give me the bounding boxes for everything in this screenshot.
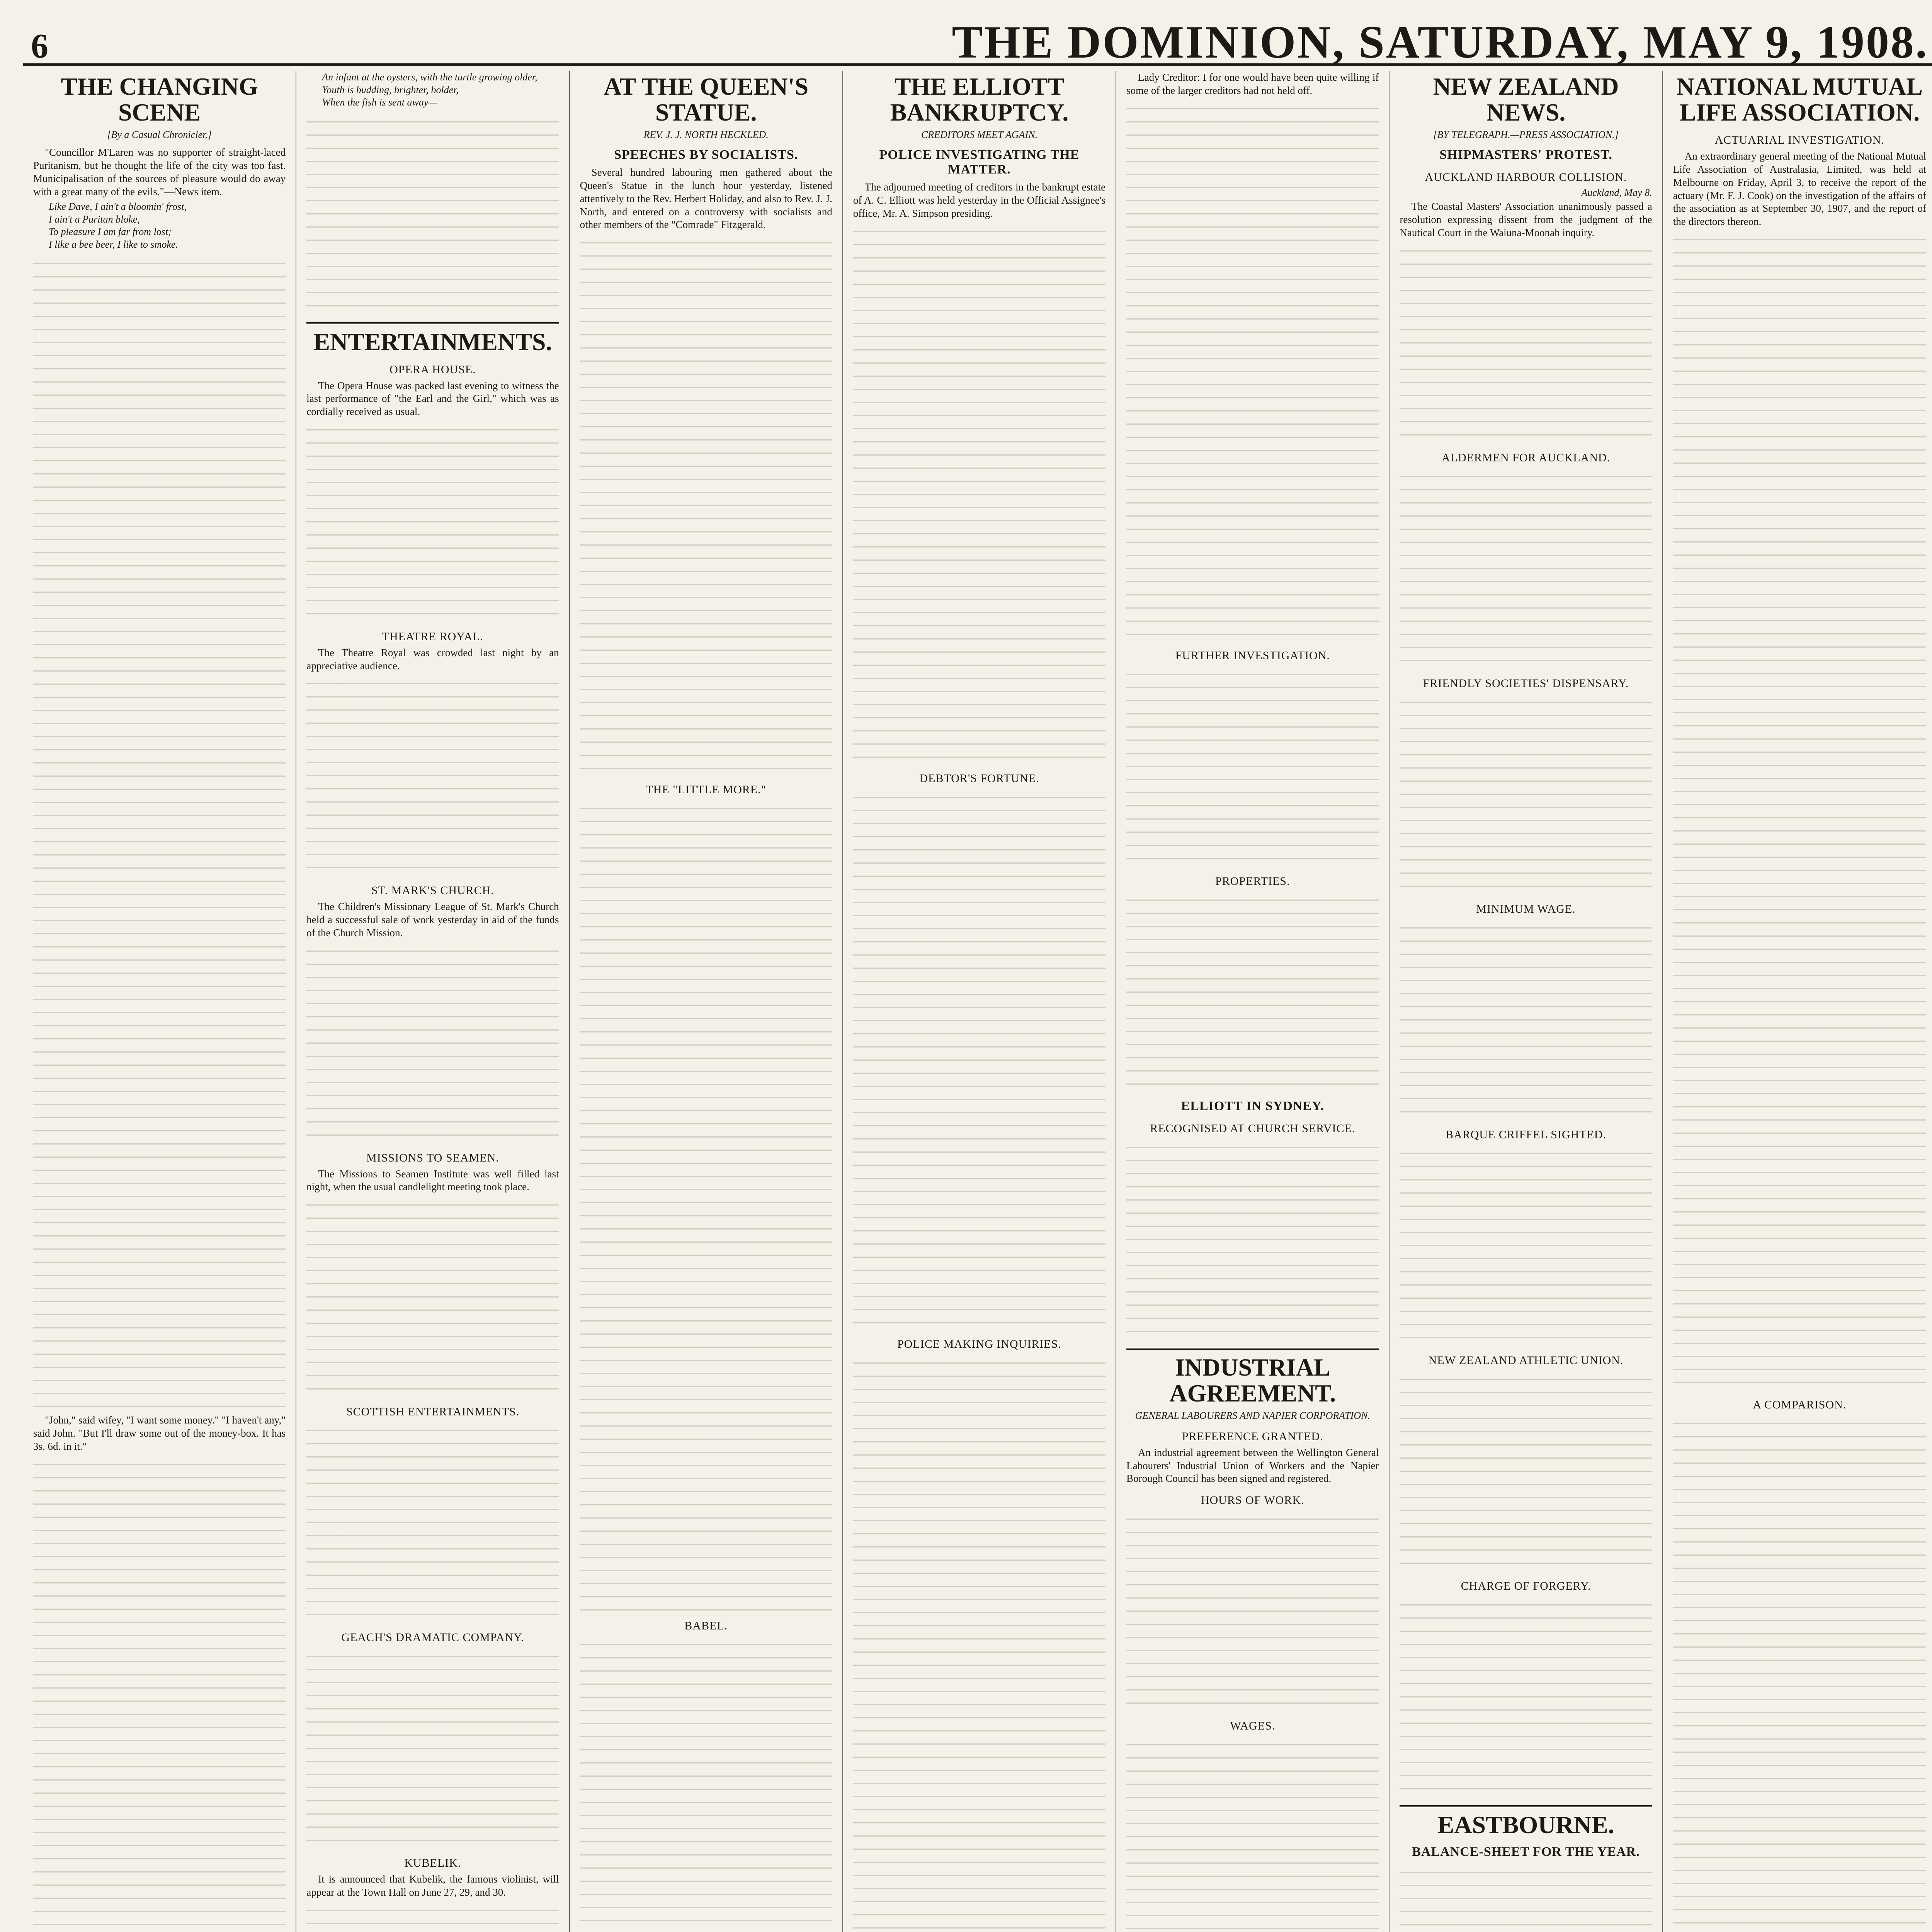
- column-6: [1389, 71, 1663, 1932]
- headline-entertainments: ENTERTAINMENTS.: [313, 328, 552, 355]
- section-heading: FRIENDLY SOCIETIES' DISPENSARY.: [1423, 677, 1629, 690]
- verse: Like Dave, I ain't a bloomin' frost, I ain't a Puritan bloke, To pleasure I am far from lost; I like a bee beer, I like to smoke.: [49, 201, 187, 250]
- section-heading: PREFERENCE GRANTED.: [1182, 1430, 1323, 1443]
- article-paragraph: An extraordinary general meeting of the National Mutual Life Association of Australasia, Limited, was held at Melbourne on Friday, April 3, to receive the report of the actuary (Mr. F. J. Cook) on the investigation of the affairs of the association as at September 30, 1907, and the report of the directors thereon.: [1673, 150, 1926, 228]
- headline-queens-statue: AT THE QUEEN'S STATUE.: [604, 73, 809, 126]
- body-text: [853, 223, 1105, 764]
- column-2: [296, 71, 570, 1932]
- body-text: [306, 1647, 559, 1848]
- body-text: [1673, 231, 1926, 1390]
- column-1: [23, 71, 296, 1932]
- article-paragraph: It is announced that Kubelik, the famous violinist, will appear at the Town Hall on June 27, 29, and 30.: [306, 1873, 559, 1898]
- divider: [1126, 1348, 1379, 1350]
- section-heading: ALDERMEN FOR AUCKLAND.: [1441, 451, 1611, 464]
- body-text: [1126, 665, 1379, 866]
- columns: [23, 71, 1932, 1932]
- body-text: [1400, 1370, 1652, 1571]
- body-text: [306, 942, 559, 1143]
- column-3: [570, 71, 843, 1932]
- section-heading: KUBELIK.: [404, 1857, 461, 1870]
- section-heading: POLICE MAKING INQUIRIES.: [897, 1337, 1061, 1350]
- article-paragraph: The adjourned meeting of creditors in the bankrupt estate of A. C. Elliott was held yesterday in the Official Assignee's office, Mr. A. Simpson presiding.: [853, 181, 1106, 219]
- body-text: [1400, 1596, 1652, 1797]
- section-heading: HOURS OF WORK.: [1201, 1494, 1304, 1507]
- section-heading: BABEL.: [684, 1619, 728, 1633]
- body-text: [306, 1422, 559, 1622]
- article-paragraph: The Coastal Masters' Association unanimously passed a resolution expressing dissent from the judgment of the Nautical Court in the Waiuna-Moonah inquiry.: [1400, 201, 1652, 238]
- dateline: Auckland, May 8.: [1581, 187, 1652, 199]
- body-text: [853, 1354, 1105, 1932]
- section-heading: NEW ZEALAND ATHLETIC UNION.: [1428, 1354, 1624, 1367]
- section-heading: ACTUARIAL INVESTIGATION.: [1714, 134, 1885, 147]
- article-paragraph: The Missions to Seamen Institute was well filled last night, when the usual candlelight meeting took place.: [306, 1168, 559, 1193]
- column-7: [1663, 71, 1932, 1932]
- section-heading: DEBTOR'S FORTUNE.: [919, 772, 1039, 785]
- column-5: [1116, 71, 1389, 1932]
- article-paragraph: The Theatre Royal was crowded last night by an appreciative audience.: [306, 646, 559, 672]
- byline: [By a Casual Chronicler.]: [107, 129, 212, 141]
- body-text: [580, 234, 832, 775]
- body-text: [306, 421, 559, 622]
- body-text: [33, 255, 286, 1414]
- body-text: [1400, 1863, 1652, 1932]
- body-text: [853, 788, 1105, 1329]
- column-4: [843, 71, 1116, 1932]
- section-heading: FURTHER INVESTIGATION.: [1175, 649, 1330, 662]
- section-heading: BARQUE CRIFFEL SIGHTED.: [1446, 1128, 1607, 1141]
- body-text: [1400, 1145, 1652, 1345]
- body-text: [1673, 1415, 1926, 1932]
- headline-industrial-agreement: INDUSTRIAL AGREEMENT.: [1169, 1353, 1336, 1407]
- body-text: [306, 1196, 559, 1397]
- body-text: [1126, 1736, 1379, 1932]
- section-heading: THEATRE ROYAL.: [382, 630, 484, 643]
- article-intro: "Councillor M'Laren was no supporter of straight-laced Puritanism, but he thought the life of the city was too fast. Municipalisation of the sources of pleasure would do away with a great many of the evils."—News item.: [33, 146, 286, 197]
- headline-eastbourne: EASTBOURNE.: [1437, 1811, 1614, 1838]
- body-text: [1126, 100, 1379, 641]
- body-text: [1126, 891, 1379, 1092]
- body-text: [1400, 693, 1652, 894]
- section-heading: RECOGNISED AT CHURCH SERVICE.: [1150, 1122, 1355, 1135]
- body-text: [1400, 919, 1652, 1120]
- body-text: [580, 799, 832, 1611]
- section-heading: SPEECHES BY SOCIALISTS.: [614, 148, 798, 162]
- body-text: [1126, 1510, 1379, 1711]
- byline: [BY TELEGRAPH.—PRESS ASSOCIATION.]: [1433, 129, 1619, 141]
- byline: CREDITORS MEET AGAIN.: [921, 129, 1038, 141]
- section-heading: THE "LITTLE MORE.": [646, 783, 766, 796]
- section-heading: AUCKLAND HARBOUR COLLISION.: [1425, 171, 1627, 184]
- body-text: [306, 1901, 559, 1932]
- body-text: [1400, 242, 1652, 443]
- section-heading: CHARGE OF FORGERY.: [1461, 1579, 1591, 1592]
- body-text: [306, 113, 559, 314]
- paper-title: THE DOMINION, SATURDAY, MAY 9, 1908.: [952, 16, 1929, 68]
- verse: An infant at the oysters, with the turtle growing older, Youth is budding, brighter, bolder, When the fish is sent away—: [322, 71, 537, 108]
- body-text: [33, 1456, 286, 1932]
- section-heading: SHIPMASTERS' PROTEST.: [1439, 148, 1612, 162]
- section-heading: ELLIOTT IN SYDNEY.: [1181, 1099, 1324, 1113]
- section-heading: OPERA HOUSE.: [389, 363, 476, 376]
- headline-national-mutual: NATIONAL MUTUAL LIFE ASSOCIATION.: [1676, 73, 1923, 126]
- section-heading: WAGES.: [1230, 1719, 1276, 1733]
- headline-changing-scene: THE CHANGING SCENE: [61, 73, 258, 126]
- section-heading: MINIMUM WAGE.: [1476, 902, 1576, 915]
- section-heading: BALANCE-SHEET FOR THE YEAR.: [1412, 1844, 1640, 1859]
- article-paragraph: Lady Creditor: I for one would have been quite willing if some of the larger creditors had not held off.: [1126, 71, 1379, 96]
- byline: REV. J. J. NORTH HECKLED.: [643, 129, 769, 141]
- masthead: [23, 15, 1932, 66]
- section-heading: ST. MARK'S CHURCH.: [371, 884, 494, 897]
- section-heading: POLICE INVESTIGATING THE MATTER.: [879, 148, 1080, 177]
- body-text: [580, 1636, 832, 1932]
- body-text: [1400, 468, 1652, 668]
- section-heading: MISSIONS TO SEAMEN.: [366, 1151, 499, 1164]
- article-paragraph: Several hundred labouring men gathered about the Queen's Statue in the lunch hour yesterday, listened attentively to the Rev. Herbert Holiday, and also to Rev. J. J. North, and entered on a controversy with socialists and other members of the "Comrade" Fitzgerald.: [580, 167, 832, 231]
- headline-nz-news: NEW ZEALAND NEWS.: [1433, 73, 1619, 126]
- section-heading: GEACH'S DRAMATIC COMPANY.: [341, 1631, 524, 1644]
- divider: [306, 322, 559, 324]
- section-heading: PROPERTIES.: [1215, 874, 1290, 888]
- page-number: 6: [31, 27, 48, 65]
- article-paragraph: An industrial agreement between the Wellington General Labourers' Industrial Union of Workers and the Napier Borough Council has been signed and registered.: [1126, 1446, 1379, 1485]
- section-heading: SCOTTISH ENTERTAINMENTS.: [346, 1405, 519, 1418]
- byline: GENERAL LABOURERS AND NAPIER CORPORATION.: [1135, 1410, 1370, 1421]
- article-paragraph: The Opera House was packed last evening to witness the last performance of "the Earl and the Girl," which was as cordially received as usual.: [306, 379, 559, 418]
- divider: [1400, 1805, 1652, 1807]
- section-heading: A COMPARISON.: [1753, 1398, 1847, 1411]
- body-text: [1126, 1138, 1379, 1339]
- headline-elliott-bankruptcy: THE ELLIOTT BANKRUPTCY.: [890, 73, 1069, 126]
- article-paragraph: The Children's Missionary League of St. Mark's Church held a successful sale of work yesterday in aid of the funds of the Church Mission.: [306, 901, 559, 939]
- body-text: [306, 675, 559, 876]
- article-paragraph: "John," said wifey, "I want some money." "I haven't any," said John. "But I'll draw some out of the money-box. It has 3s. 6d. in it.": [33, 1414, 286, 1452]
